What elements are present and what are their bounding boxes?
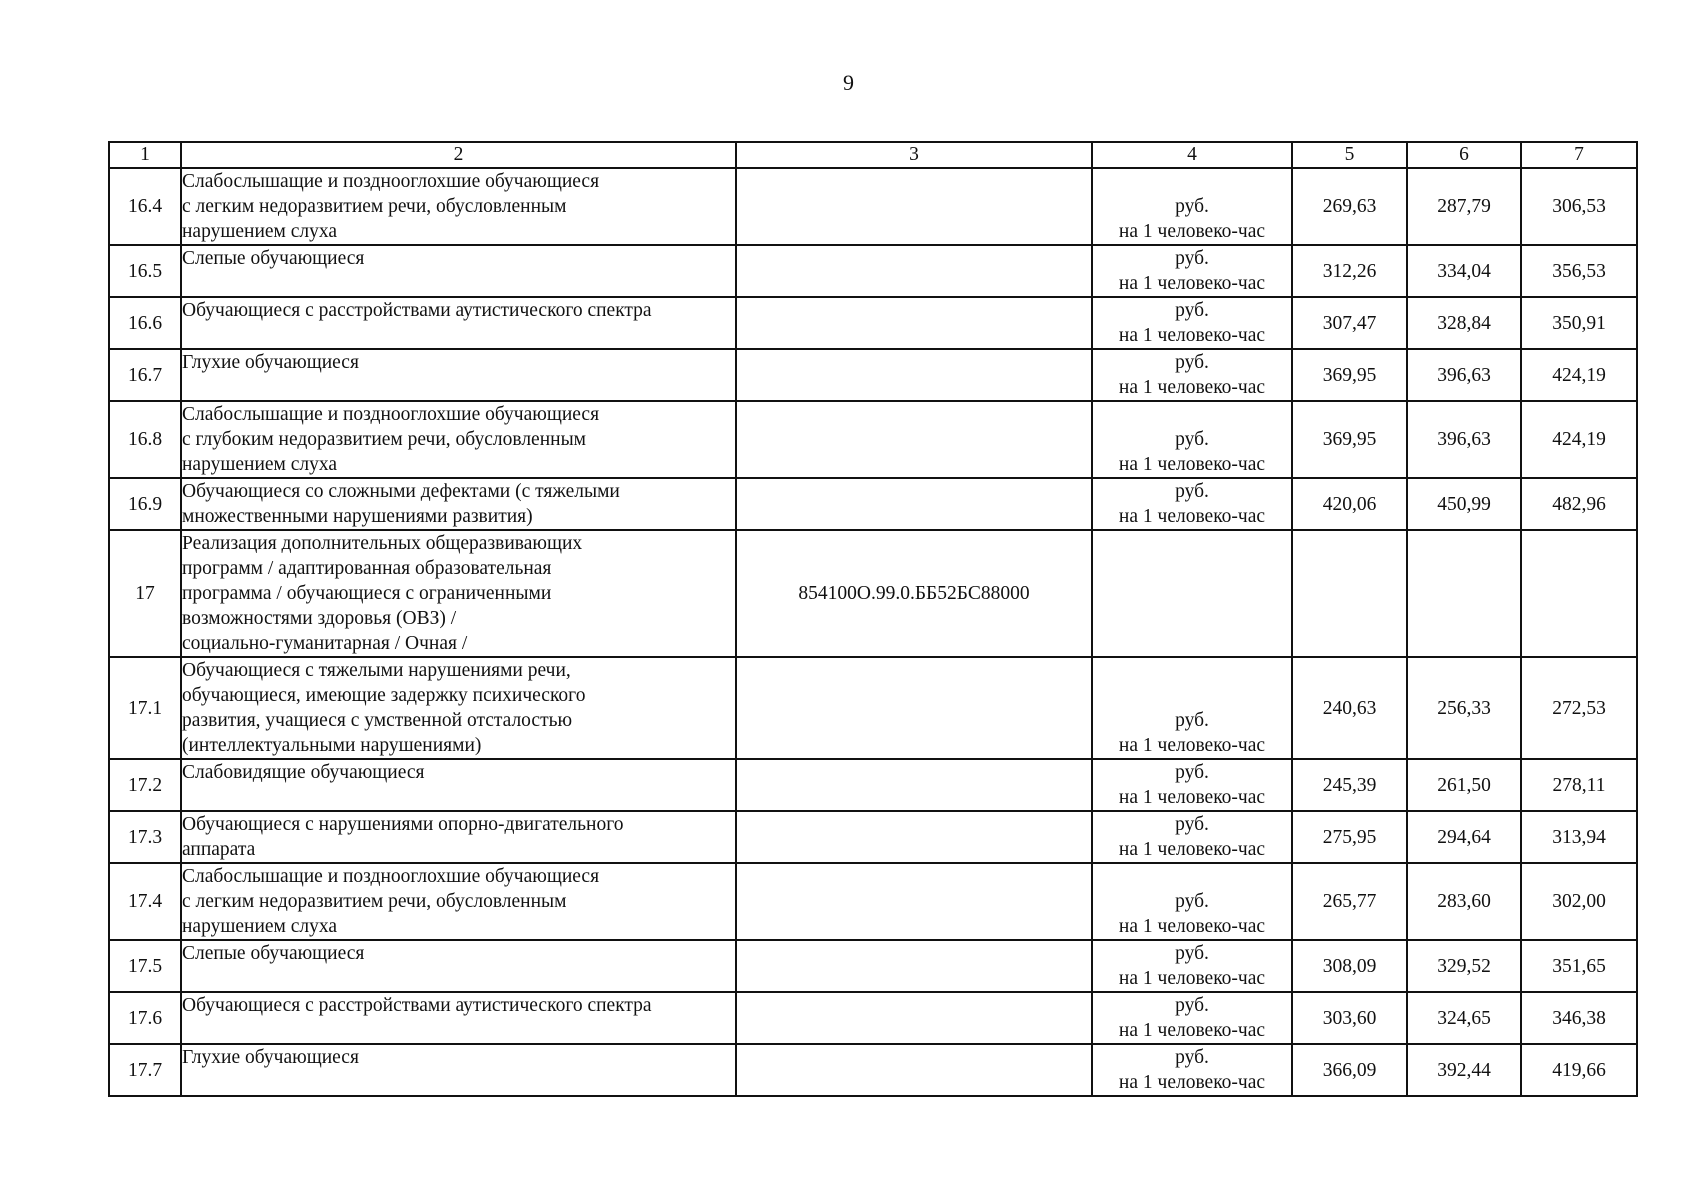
row-code-cell — [736, 759, 1092, 811]
row-name-line: (интеллектуальными нарушениями) — [182, 735, 482, 756]
row-unit-line: на 1 человеко-час — [1118, 1072, 1266, 1093]
row-unit-line: руб. — [1175, 352, 1209, 373]
row-unit-line: руб. — [1175, 814, 1209, 835]
row-number-cell: 16.8 — [109, 401, 181, 478]
row-value-col-7: 351,65 — [1521, 940, 1637, 992]
row-name-line: нарушением слуха — [182, 916, 338, 937]
row-unit-line: на 1 человеко-час — [1118, 325, 1266, 346]
row-unit-line: на 1 человеко-час — [1118, 506, 1266, 527]
row-code-cell: 854100О.99.0.ББ52БС88000 — [736, 530, 1092, 657]
row-value-col-5: 369,95 — [1292, 349, 1407, 401]
table-row — [109, 1044, 1637, 1096]
tariff-table — [108, 141, 1638, 1097]
row-value-col-7: 424,19 — [1521, 349, 1637, 401]
row-unit-cell — [1092, 992, 1292, 1044]
row-unit-line: руб. — [1175, 300, 1209, 321]
row-unit-cell — [1092, 478, 1292, 530]
row-value-col-5: 245,39 — [1292, 759, 1407, 811]
row-name-cell — [181, 168, 736, 245]
table-row — [109, 168, 1637, 245]
row-value-col-6: 450,99 — [1407, 478, 1521, 530]
row-name-line: нарушением слуха — [182, 221, 338, 242]
row-value-col-7: 346,38 — [1521, 992, 1637, 1044]
row-value-col-5: 369,95 — [1292, 401, 1407, 478]
table-row — [109, 811, 1637, 863]
row-value-col-6: 283,60 — [1407, 863, 1521, 940]
table-row — [109, 245, 1637, 297]
row-unit-line: на 1 человеко-час — [1118, 273, 1266, 294]
row-unit-line: на 1 человеко-час — [1118, 916, 1266, 937]
row-code-cell — [736, 992, 1092, 1044]
row-value-col-7: 302,00 — [1521, 863, 1637, 940]
row-name-line: с глубоким недоразвитием речи, обусловленным — [182, 429, 587, 450]
row-number-cell: 16.5 — [109, 245, 181, 297]
row-unit-line: на 1 человеко-час — [1118, 787, 1266, 808]
row-number-cell: 17.1 — [109, 657, 181, 759]
row-value-col-6: 328,84 — [1407, 297, 1521, 349]
row-value-col-7: 482,96 — [1521, 478, 1637, 530]
row-name-line: с легким недоразвитием речи, обусловленным — [182, 196, 567, 217]
row-name-line: обучающиеся, имеющие задержку психического — [182, 685, 586, 706]
row-code-cell — [736, 297, 1092, 349]
row-number-cell: 17.2 — [109, 759, 181, 811]
row-name-cell — [181, 759, 736, 811]
table-row — [109, 297, 1637, 349]
table-row — [109, 657, 1637, 759]
row-unit-line: на 1 человеко-час — [1118, 968, 1266, 989]
row-unit-line: руб. — [1175, 762, 1209, 783]
row-value-col-5: 308,09 — [1292, 940, 1407, 992]
row-unit-line: на 1 человеко-час — [1118, 221, 1266, 242]
row-name-cell — [181, 245, 736, 297]
table-row — [109, 940, 1637, 992]
column-header-7: 7 — [1521, 142, 1637, 168]
row-unit-line: руб. — [1175, 429, 1209, 450]
row-code-cell — [736, 349, 1092, 401]
row-name-line: программ / адаптированная образовательная — [182, 558, 552, 579]
table-body — [109, 168, 1637, 1096]
row-value-col-6: 334,04 — [1407, 245, 1521, 297]
row-value-col-7: 356,53 — [1521, 245, 1637, 297]
row-name-line: Слабослышащие и позднооглохшие обучающиеся — [182, 171, 600, 192]
row-value-col-7: 272,53 — [1521, 657, 1637, 759]
row-unit-cell — [1092, 940, 1292, 992]
table-row — [109, 863, 1637, 940]
row-value-col-5: 265,77 — [1292, 863, 1407, 940]
row-number-cell: 16.6 — [109, 297, 181, 349]
row-value-col-7: 306,53 — [1521, 168, 1637, 245]
row-name-cell — [181, 349, 736, 401]
row-name-line: Обучающиеся с расстройствами аутистического спектра — [182, 300, 652, 321]
row-value-col-5: 307,47 — [1292, 297, 1407, 349]
row-code-cell — [736, 863, 1092, 940]
column-header-5: 5 — [1292, 142, 1407, 168]
row-value-col-6: 392,44 — [1407, 1044, 1521, 1096]
row-name-line: развития, учащиеся с умственной отсталостью — [182, 710, 573, 731]
row-value-col-6: 329,52 — [1407, 940, 1521, 992]
table-row — [109, 992, 1637, 1044]
row-value-col-5: 275,95 — [1292, 811, 1407, 863]
row-unit-line: на 1 человеко-час — [1118, 454, 1266, 475]
row-name-line: Слабослышащие и позднооглохшие обучающиеся — [182, 404, 600, 425]
row-name-line: Слепые обучающиеся — [182, 943, 365, 964]
row-name-line: социально-гуманитарная / Очная / — [182, 633, 468, 654]
row-name-cell — [181, 657, 736, 759]
row-unit-line: руб. — [1175, 943, 1209, 964]
row-code-cell — [736, 245, 1092, 297]
row-unit-cell — [1092, 811, 1292, 863]
row-unit-cell — [1092, 349, 1292, 401]
row-value-col-5: 366,09 — [1292, 1044, 1407, 1096]
row-name-line: Слабослышащие и позднооглохшие обучающиеся — [182, 866, 600, 887]
row-value-col-7: 419,66 — [1521, 1044, 1637, 1096]
row-value-col-5: 303,60 — [1292, 992, 1407, 1044]
column-header-6: 6 — [1407, 142, 1521, 168]
row-value-col-6: 294,64 — [1407, 811, 1521, 863]
table-row — [109, 401, 1637, 478]
row-code-cell — [736, 1044, 1092, 1096]
row-code-cell — [736, 940, 1092, 992]
row-name-line: Обучающиеся с расстройствами аутистического спектра — [182, 995, 652, 1016]
row-unit-cell — [1092, 168, 1292, 245]
row-number-cell: 17.6 — [109, 992, 181, 1044]
row-unit-line: руб. — [1175, 710, 1209, 731]
row-value-col-5: 420,06 — [1292, 478, 1407, 530]
row-number-cell: 16.9 — [109, 478, 181, 530]
row-number-cell: 16.4 — [109, 168, 181, 245]
row-code-cell — [736, 168, 1092, 245]
row-unit-line: руб. — [1175, 248, 1209, 269]
table-header-row — [109, 142, 1637, 168]
row-name-line: Слабовидящие обучающиеся — [182, 762, 425, 783]
row-value-col-6: 396,63 — [1407, 349, 1521, 401]
row-name-cell — [181, 992, 736, 1044]
table-row — [109, 478, 1637, 530]
row-name-line: Глухие обучающиеся — [182, 1047, 359, 1068]
column-header-2: 2 — [181, 142, 736, 168]
table-row — [109, 530, 1637, 657]
row-name-cell — [181, 401, 736, 478]
column-header-4: 4 — [1092, 142, 1292, 168]
row-unit-cell — [1092, 657, 1292, 759]
row-code-cell — [736, 478, 1092, 530]
row-value-col-7: 350,91 — [1521, 297, 1637, 349]
row-unit-line: руб. — [1175, 891, 1209, 912]
row-number-cell: 17.3 — [109, 811, 181, 863]
row-value-col-6: 261,50 — [1407, 759, 1521, 811]
table-row — [109, 349, 1637, 401]
row-name-cell — [181, 297, 736, 349]
column-header-3: 3 — [736, 142, 1092, 168]
row-number-cell: 17 — [109, 530, 181, 657]
row-unit-cell — [1092, 245, 1292, 297]
row-unit-cell — [1092, 530, 1292, 657]
row-value-col-6: 324,65 — [1407, 992, 1521, 1044]
row-name-line: аппарата — [182, 839, 256, 860]
row-unit-line: на 1 человеко-час — [1118, 839, 1266, 860]
row-unit-cell — [1092, 401, 1292, 478]
row-code-cell — [736, 657, 1092, 759]
row-name-line: Слепые обучающиеся — [182, 248, 365, 269]
row-name-line: программа / обучающиеся с ограниченными — [182, 583, 552, 604]
row-value-col-6: 256,33 — [1407, 657, 1521, 759]
page-number: 9 — [843, 70, 854, 95]
row-value-col-5: 312,26 — [1292, 245, 1407, 297]
row-code-cell — [736, 811, 1092, 863]
row-name-cell — [181, 478, 736, 530]
row-name-cell — [181, 811, 736, 863]
row-unit-line: руб. — [1175, 481, 1209, 502]
row-value-col-5 — [1292, 530, 1407, 657]
row-number-cell: 16.7 — [109, 349, 181, 401]
row-value-col-7: 424,19 — [1521, 401, 1637, 478]
row-name-line: множественными нарушениями развития) — [182, 506, 533, 527]
row-number-cell: 17.5 — [109, 940, 181, 992]
row-name-cell — [181, 940, 736, 992]
row-unit-cell — [1092, 759, 1292, 811]
row-name-line: Глухие обучающиеся — [182, 352, 359, 373]
row-unit-cell — [1092, 1044, 1292, 1096]
row-number-cell: 17.7 — [109, 1044, 181, 1096]
row-name-cell — [181, 530, 736, 657]
row-unit-cell — [1092, 297, 1292, 349]
row-name-line: нарушением слуха — [182, 454, 338, 475]
row-value-col-6 — [1407, 530, 1521, 657]
column-header-1: 1 — [109, 142, 181, 168]
row-unit-line: на 1 человеко-час — [1118, 735, 1266, 756]
row-unit-line: на 1 человеко-час — [1118, 377, 1266, 398]
row-value-col-5: 269,63 — [1292, 168, 1407, 245]
row-unit-line: руб. — [1175, 196, 1209, 217]
row-name-line: Обучающиеся с нарушениями опорно-двигательного — [182, 814, 624, 835]
row-name-line: Обучающиеся со сложными дефектами (с тяжелыми — [182, 481, 620, 502]
row-value-col-7: 278,11 — [1521, 759, 1637, 811]
row-value-col-6: 287,79 — [1407, 168, 1521, 245]
row-unit-line: на 1 человеко-час — [1118, 1020, 1266, 1041]
row-value-col-7 — [1521, 530, 1637, 657]
row-unit-line: руб. — [1175, 995, 1209, 1016]
row-unit-line: руб. — [1175, 1047, 1209, 1068]
row-code-cell — [736, 401, 1092, 478]
row-value-col-6: 396,63 — [1407, 401, 1521, 478]
row-unit-cell — [1092, 863, 1292, 940]
row-value-col-5: 240,63 — [1292, 657, 1407, 759]
row-name-cell — [181, 863, 736, 940]
row-name-line: с легким недоразвитием речи, обусловленным — [182, 891, 567, 912]
row-number-cell: 17.4 — [109, 863, 181, 940]
row-name-line: Обучающиеся с тяжелыми нарушениями речи, — [182, 660, 571, 681]
row-name-line: Реализация дополнительных общеразвивающих — [182, 533, 583, 554]
row-value-col-7: 313,94 — [1521, 811, 1637, 863]
table-row — [109, 759, 1637, 811]
row-name-line: возможностями здоровья (ОВЗ) / — [182, 608, 457, 629]
row-name-cell — [181, 1044, 736, 1096]
